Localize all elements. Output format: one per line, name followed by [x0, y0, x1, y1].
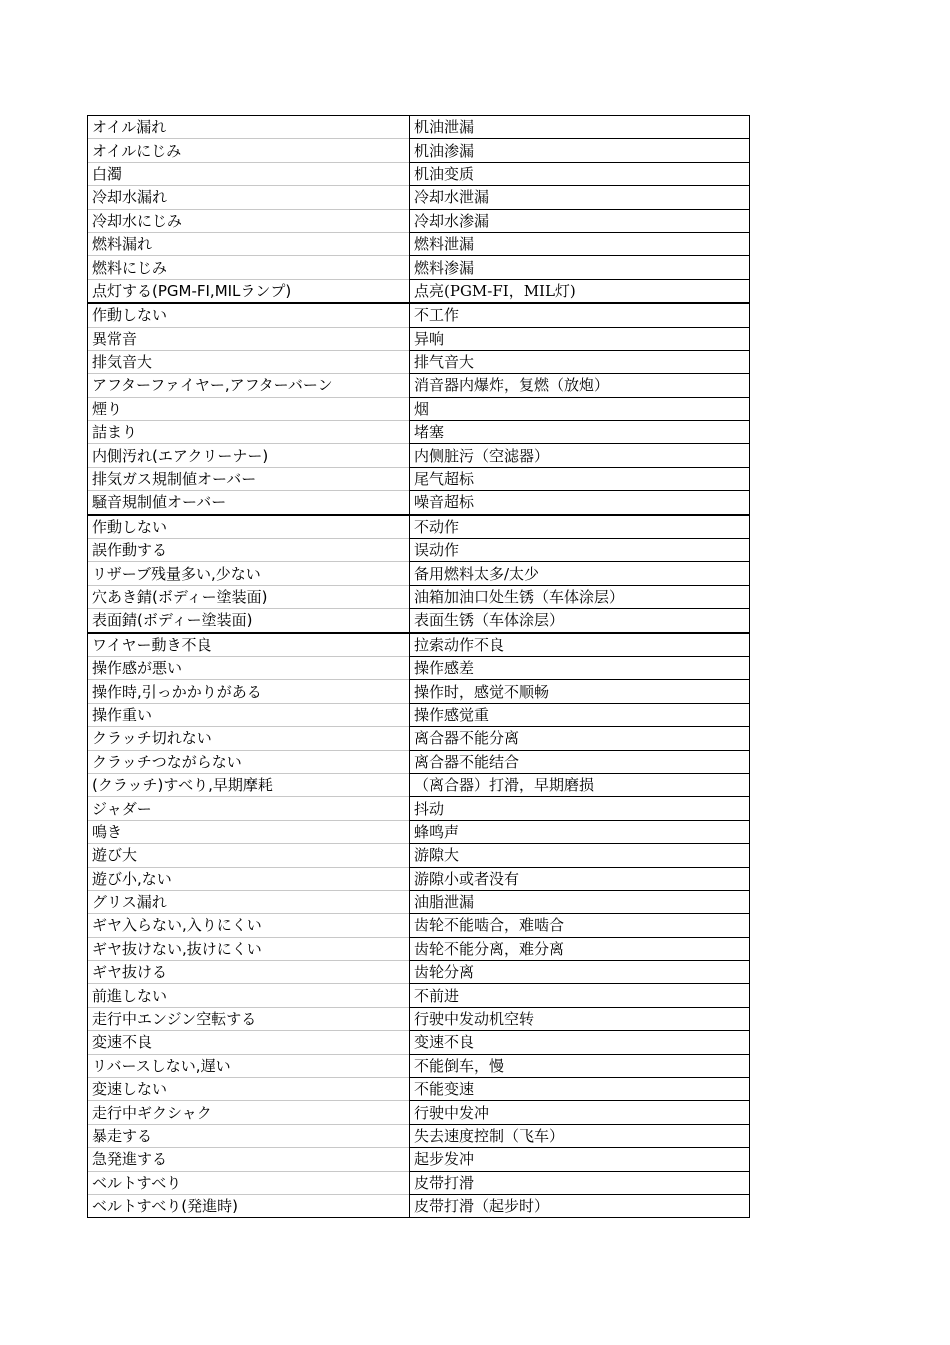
- chinese-translation-cell[interactable]: 游隙大: [410, 844, 750, 867]
- japanese-term-cell[interactable]: 走行中ギクシャク: [88, 1101, 410, 1124]
- table-row: [88, 515, 750, 539]
- table-row: [88, 139, 750, 162]
- table-row: [88, 350, 750, 373]
- japanese-term-cell[interactable]: 内側汚れ(エアクリーナー): [88, 444, 410, 467]
- chinese-translation-cell[interactable]: 机油变质: [410, 162, 750, 185]
- table-row: [88, 1078, 750, 1101]
- japanese-term-cell[interactable]: ギヤ抜けない,抜けにくい: [88, 937, 410, 960]
- table-row: [88, 680, 750, 703]
- chinese-translation-cell[interactable]: 燃料泄漏: [410, 232, 750, 255]
- chinese-translation-cell[interactable]: （离合器）打滑，早期磨损: [410, 773, 750, 796]
- japanese-term-cell[interactable]: 排気ガス規制値オーバー: [88, 467, 410, 490]
- chinese-translation-cell[interactable]: 误动作: [410, 539, 750, 562]
- japanese-term-cell[interactable]: 走行中エンジン空転する: [88, 1007, 410, 1030]
- table-row: [88, 585, 750, 608]
- japanese-term-cell[interactable]: アフターファイヤー,アフターバーン: [88, 374, 410, 397]
- table-row: [88, 727, 750, 750]
- table-row: [88, 633, 750, 657]
- table-row: [88, 562, 750, 585]
- chinese-translation-cell[interactable]: 油脂泄漏: [410, 890, 750, 913]
- table-row: [88, 914, 750, 937]
- translation-table: [87, 115, 750, 1218]
- table-row: [88, 397, 750, 420]
- chinese-translation-cell[interactable]: 表面生锈（车体涂层）: [410, 609, 750, 633]
- table-row: [88, 162, 750, 185]
- chinese-translation-cell[interactable]: 不能变速: [410, 1078, 750, 1101]
- chinese-translation-cell[interactable]: 消音器内爆炸，复燃（放炮）: [410, 374, 750, 397]
- table-row: [88, 703, 750, 726]
- table-row: [88, 750, 750, 773]
- japanese-term-cell[interactable]: ギヤ抜ける: [88, 961, 410, 984]
- chinese-translation-cell[interactable]: 油箱加油口处生锈（车体涂层）: [410, 585, 750, 608]
- japanese-term-cell[interactable]: 作動しない: [88, 303, 410, 327]
- japanese-term-cell[interactable]: 騒音規制値オーバー: [88, 491, 410, 515]
- chinese-translation-cell[interactable]: 冷却水泄漏: [410, 186, 750, 209]
- japanese-term-cell[interactable]: 変速不良: [88, 1031, 410, 1054]
- table-row: [88, 1194, 750, 1217]
- japanese-term-cell[interactable]: オイル漏れ: [88, 116, 410, 139]
- chinese-translation-cell[interactable]: 排气音大: [410, 350, 750, 373]
- japanese-term-cell[interactable]: 変速しない: [88, 1078, 410, 1101]
- chinese-translation-cell[interactable]: 齿轮分离: [410, 961, 750, 984]
- chinese-translation-cell[interactable]: 不前进: [410, 984, 750, 1007]
- chinese-translation-cell[interactable]: 操作时，感觉不顺畅: [410, 680, 750, 703]
- japanese-term-cell[interactable]: 煙り: [88, 397, 410, 420]
- table-row: [88, 186, 750, 209]
- chinese-translation-cell[interactable]: 冷却水渗漏: [410, 209, 750, 232]
- chinese-translation-cell[interactable]: 蜂鸣声: [410, 820, 750, 843]
- table-row: [88, 961, 750, 984]
- table-row: [88, 374, 750, 397]
- chinese-translation-cell[interactable]: 离合器不能分离: [410, 727, 750, 750]
- chinese-translation-cell[interactable]: 尾气超标: [410, 467, 750, 490]
- chinese-translation-cell[interactable]: 点亮(PGM-FI，MIL灯): [410, 279, 750, 303]
- chinese-translation-cell[interactable]: 皮带打滑: [410, 1171, 750, 1194]
- chinese-translation-cell[interactable]: 异响: [410, 327, 750, 350]
- japanese-term-cell[interactable]: リバースしない,遅い: [88, 1054, 410, 1077]
- table-row: [88, 1148, 750, 1171]
- chinese-translation-cell[interactable]: 机油泄漏: [410, 116, 750, 139]
- japanese-term-cell[interactable]: 操作重い: [88, 703, 410, 726]
- chinese-translation-cell[interactable]: 不动作: [410, 515, 750, 539]
- chinese-translation-cell[interactable]: 备用燃料太多/太少: [410, 562, 750, 585]
- table-row: [88, 773, 750, 796]
- japanese-term-cell[interactable]: 表面錆(ボディー塗装面): [88, 609, 410, 633]
- japanese-term-cell[interactable]: クラッチ切れない: [88, 727, 410, 750]
- chinese-translation-cell[interactable]: 操作感差: [410, 656, 750, 679]
- japanese-term-cell[interactable]: 鳴き: [88, 820, 410, 843]
- table-row: [88, 539, 750, 562]
- japanese-term-cell[interactable]: 誤作動する: [88, 539, 410, 562]
- japanese-term-cell[interactable]: クラッチつながらない: [88, 750, 410, 773]
- japanese-term-cell[interactable]: グリス漏れ: [88, 890, 410, 913]
- table-row: [88, 609, 750, 633]
- table-row: [88, 327, 750, 350]
- chinese-translation-cell[interactable]: 堵塞: [410, 421, 750, 444]
- japanese-term-cell[interactable]: 詰まり: [88, 421, 410, 444]
- chinese-translation-cell[interactable]: 失去速度控制（飞车）: [410, 1124, 750, 1147]
- chinese-translation-cell[interactable]: 机油渗漏: [410, 139, 750, 162]
- table-row: [88, 937, 750, 960]
- japanese-term-cell[interactable]: 冷却水漏れ: [88, 186, 410, 209]
- table-row: [88, 1031, 750, 1054]
- chinese-translation-cell[interactable]: 行驶中发动机空转: [410, 1007, 750, 1030]
- table-row: [88, 1124, 750, 1147]
- table-row: [88, 1101, 750, 1124]
- japanese-term-cell[interactable]: (クラッチ)すべり,早期摩耗: [88, 773, 410, 796]
- japanese-term-cell[interactable]: 白濁: [88, 162, 410, 185]
- table-row: [88, 890, 750, 913]
- japanese-term-cell[interactable]: 遊び大: [88, 844, 410, 867]
- japanese-term-cell[interactable]: 異常音: [88, 327, 410, 350]
- chinese-translation-cell[interactable]: 齿轮不能啮合，难啮合: [410, 914, 750, 937]
- japanese-term-cell[interactable]: 排気音大: [88, 350, 410, 373]
- japanese-term-cell[interactable]: 作動しない: [88, 515, 410, 539]
- japanese-term-cell[interactable]: 燃料にじみ: [88, 256, 410, 279]
- japanese-term-cell[interactable]: 暴走する: [88, 1124, 410, 1147]
- chinese-translation-cell[interactable]: 不工作: [410, 303, 750, 327]
- japanese-term-cell[interactable]: 冷却水にじみ: [88, 209, 410, 232]
- chinese-translation-cell[interactable]: 皮带打滑（起步时）: [410, 1194, 750, 1217]
- japanese-term-cell[interactable]: ジャダー: [88, 797, 410, 820]
- japanese-term-cell[interactable]: ワイヤー動き不良: [88, 633, 410, 657]
- table-row: [88, 1054, 750, 1077]
- chinese-translation-cell[interactable]: 行驶中发冲: [410, 1101, 750, 1124]
- table-row: [88, 444, 750, 467]
- japanese-term-cell[interactable]: 操作感が悪い: [88, 656, 410, 679]
- japanese-term-cell[interactable]: 急発進する: [88, 1148, 410, 1171]
- chinese-translation-cell[interactable]: 不能倒车，慢: [410, 1054, 750, 1077]
- table-row: [88, 421, 750, 444]
- table-row: [88, 467, 750, 490]
- chinese-translation-cell[interactable]: 起步发冲: [410, 1148, 750, 1171]
- table-row: [88, 656, 750, 679]
- japanese-term-cell[interactable]: 操作時,引っかかりがある: [88, 680, 410, 703]
- table-body: [88, 116, 750, 1218]
- table-row: [88, 279, 750, 303]
- chinese-translation-cell[interactable]: 离合器不能结合: [410, 750, 750, 773]
- chinese-translation-cell[interactable]: 噪音超标: [410, 491, 750, 515]
- table-row: [88, 1171, 750, 1194]
- chinese-translation-cell[interactable]: 拉索动作不良: [410, 633, 750, 657]
- chinese-translation-cell[interactable]: 操作感觉重: [410, 703, 750, 726]
- japanese-term-cell[interactable]: ギヤ入らない,入りにくい: [88, 914, 410, 937]
- table-row: [88, 984, 750, 1007]
- chinese-translation-cell[interactable]: 燃料渗漏: [410, 256, 750, 279]
- japanese-term-cell[interactable]: 穴あき錆(ボディー塗装面): [88, 585, 410, 608]
- japanese-term-cell[interactable]: リザーブ残量多い,少ない: [88, 562, 410, 585]
- chinese-translation-cell[interactable]: 内侧脏污（空滤器）: [410, 444, 750, 467]
- table-row: [88, 844, 750, 867]
- table-row: [88, 303, 750, 327]
- spreadsheet-table-area: [87, 115, 749, 1218]
- chinese-translation-cell[interactable]: 变速不良: [410, 1031, 750, 1054]
- japanese-term-cell[interactable]: 前進しない: [88, 984, 410, 1007]
- table-row: [88, 232, 750, 255]
- chinese-translation-cell[interactable]: 烟: [410, 397, 750, 420]
- table-row: [88, 867, 750, 890]
- table-row: [88, 491, 750, 515]
- table-row: [88, 256, 750, 279]
- table-row: [88, 820, 750, 843]
- japanese-term-cell[interactable]: 点灯する(PGM-FI,MILランプ): [88, 279, 410, 303]
- japanese-term-cell[interactable]: 遊び小,ない: [88, 867, 410, 890]
- japanese-term-cell[interactable]: 燃料漏れ: [88, 232, 410, 255]
- chinese-translation-cell[interactable]: 齿轮不能分离，难分离: [410, 937, 750, 960]
- table-row: [88, 116, 750, 139]
- chinese-translation-cell[interactable]: 游隙小或者没有: [410, 867, 750, 890]
- table-row: [88, 1007, 750, 1030]
- japanese-term-cell[interactable]: ベルトすべり: [88, 1171, 410, 1194]
- japanese-term-cell[interactable]: ベルトすべり(発進時): [88, 1194, 410, 1217]
- table-row: [88, 797, 750, 820]
- table-row: [88, 209, 750, 232]
- japanese-term-cell[interactable]: オイルにじみ: [88, 139, 410, 162]
- chinese-translation-cell[interactable]: 抖动: [410, 797, 750, 820]
